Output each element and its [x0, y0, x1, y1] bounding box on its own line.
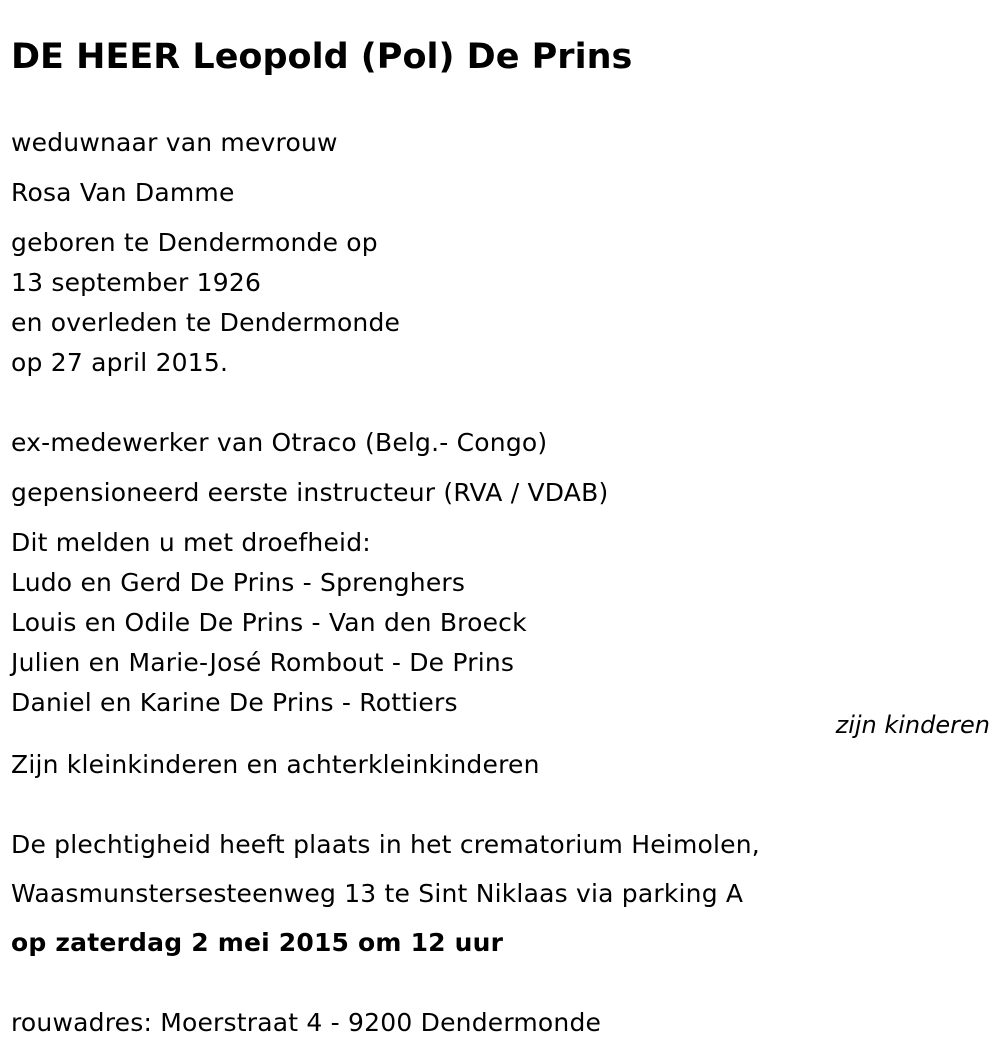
notice-title: DE HEER Leopold (Pol) De Prins: [11, 37, 633, 77]
grandchildren-line: Zijn kleinkinderen en achterkleinkinderen: [11, 750, 540, 779]
career-line-2: gepensioneerd eerste instructeur (RVA / VDAB): [11, 478, 609, 507]
child-line-1: Ludo en Gerd De Prins - Sprenghers: [11, 568, 466, 597]
widower-line: weduwnaar van mevrouw: [11, 128, 338, 157]
ceremony-line-1: De plechtigheid heeft plaats in het crematorium Heimolen,: [11, 830, 760, 859]
died-line-2: op 27 april 2015.: [11, 348, 229, 377]
mourning-address: rouwadres: Moerstraat 4 - 9200 Dendermonde: [11, 1008, 602, 1037]
born-line-2: 13 september 1926: [11, 268, 262, 297]
career-line-1: ex-medewerker van Otraco (Belg.- Congo): [11, 428, 548, 457]
ceremony-line-2: Waasmunstersesteenweg 13 te Sint Niklaas via parking A: [11, 879, 744, 908]
died-line-1: en overleden te Dendermonde: [11, 308, 401, 337]
child-line-4: Daniel en Karine De Prins - Rottiers: [11, 688, 458, 717]
born-line-1: geboren te Dendermonde op: [11, 228, 378, 257]
announce-intro: Dit melden u met droefheid:: [11, 528, 371, 557]
child-line-3: Julien en Marie-José Rombout - De Prins: [11, 648, 515, 677]
child-line-2: Louis en Odile De Prins - Van den Broeck: [11, 608, 527, 637]
spouse-name: Rosa Van Damme: [11, 178, 235, 207]
ceremony-date: op zaterdag 2 mei 2015 om 12 uur: [11, 928, 504, 957]
children-label: zijn kinderen: [835, 711, 990, 739]
